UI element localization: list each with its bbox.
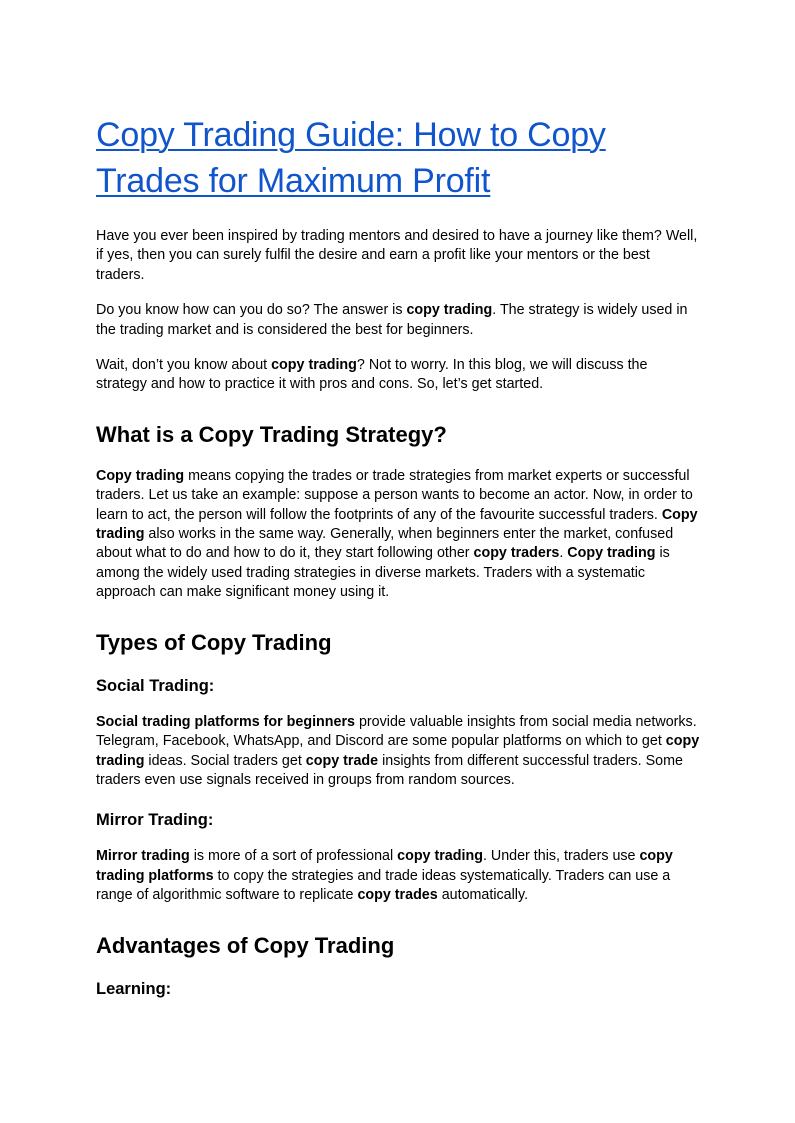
intro-p3-text-1: Wait, don’t you know about (96, 357, 272, 374)
mirror-text-3: to copy the strategies and trade ideas systematically. Traders can use a range of algorithmic software to replicate (96, 867, 671, 904)
intro-p3-bold-copy-trading: copy trading (271, 357, 357, 374)
subheading-mirror-trading: Mirror Trading: (96, 811, 214, 830)
page-title (96, 112, 700, 204)
subheading-social-trading: Social Trading: (96, 676, 215, 695)
what-is-bold-1: Copy trading (96, 467, 185, 484)
what-is-text-1: means copying the trades or trade strategies from market experts or successful traders. Let us take an example: suppose a person wants to become an actor. Now, in order to learn to act, the person will follow the footprints of any of the favourite successful traders. (96, 467, 693, 523)
mirror-bold-1: Mirror trading (96, 848, 190, 865)
title-link[interactable]: Copy Trading Guide: How to Copy Trades for Maximum Profit (96, 116, 606, 200)
mirror-text-2: . Under this, traders use (482, 848, 640, 865)
intro-paragraph-2 (96, 301, 700, 340)
social-bold-2: copy trading (96, 733, 700, 769)
mirror-bold-2: copy trading (397, 848, 483, 865)
intro-p2-text-1: Do you know how can you do so? The answer is (96, 302, 407, 319)
intro-p2-text-2: . The strategy is widely used in the trading market and is considered the best for beginners. (96, 302, 688, 338)
social-text-3: insights from different successful traders. Some traders even use signals received in groups from random sources. (96, 752, 683, 788)
social-text-2: ideas. Social traders get (144, 752, 306, 769)
what-is-text-3: . (559, 545, 568, 562)
heading-advantages-of-copy-trading: Advantages of Copy Trading (96, 932, 395, 958)
mirror-text-1: is more of a sort of professional (189, 848, 398, 865)
mirror-trading-paragraph (96, 847, 700, 905)
intro-p3-text-2: ? Not to worry. In this blog, we will discuss the strategy and how to practice it with pros and cons. So, let’s get started. (96, 357, 648, 393)
what-is-text-4: is among the widely used trading strategies in diverse markets. Traders with a systematic approach can make significant money using it. (96, 545, 670, 601)
mirror-bold-4: copy trades (357, 887, 438, 904)
intro-paragraph-3 (96, 356, 700, 395)
what-is-bold-4: Copy trading (567, 545, 656, 562)
social-trading-paragraph (96, 713, 700, 791)
subheading-learning: Learning: (96, 979, 172, 998)
what-is-bold-2: Copy trading (96, 506, 698, 543)
social-text-1: provide valuable insights from social media networks. Telegram, Facebook, WhatsApp, and Discord are some popular platforms on which to get (96, 713, 697, 750)
what-is-bold-3: copy traders (473, 545, 560, 562)
social-bold-3: copy trade (305, 752, 379, 769)
heading-what-is-copy-trading: What is a Copy Trading Strategy? (96, 421, 447, 447)
social-bold-1: Social trading platforms for beginners (96, 713, 355, 730)
intro-paragraph-1: Have you ever been inspired by trading mentors and desired to have a journey like them? Well, if yes, then you can surely fulfil the desire and earn a profit like your mentors or the best traders. (96, 228, 698, 283)
heading-types-of-copy-trading: Types of Copy Trading (96, 629, 332, 655)
mirror-bold-3: copy trading platforms (96, 848, 673, 884)
what-is-paragraph (96, 467, 700, 603)
intro-p2-bold-copy-trading: copy trading (406, 302, 493, 319)
document-page (96, 112, 700, 1016)
mirror-text-4: automatically. (437, 887, 529, 904)
what-is-text-2: also works in the same way. Generally, when beginners enter the market, confused about what to do and how to do it, they start following other (96, 526, 674, 562)
